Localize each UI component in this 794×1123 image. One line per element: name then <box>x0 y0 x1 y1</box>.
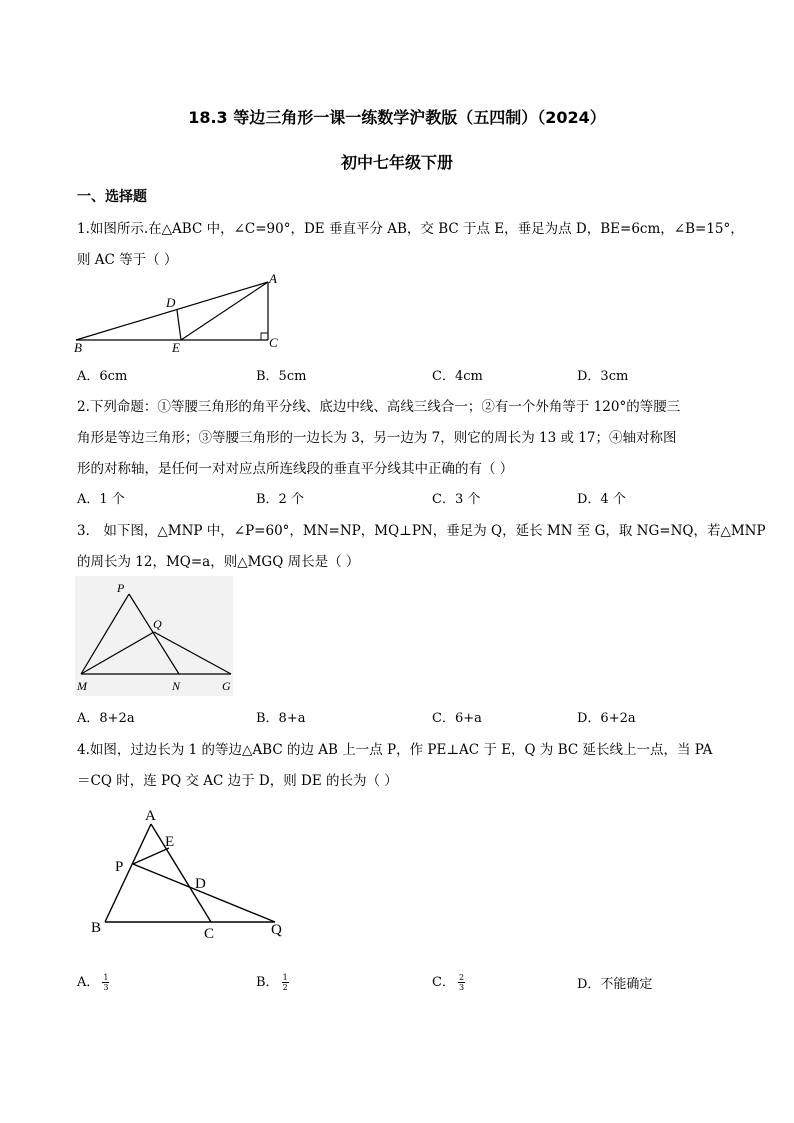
q4-option-a-denominator: 3 <box>103 983 109 992</box>
q3-text-line2: 的周长为 12，MQ=a，则△MGQ 周长是（ ） <box>77 554 360 570</box>
q3-label-n: N <box>172 679 181 693</box>
q4-option-a-numerator: 1 <box>103 973 109 982</box>
q2-option-a[interactable]: A．1 个 <box>77 492 125 507</box>
q4-option-b[interactable] <box>256 971 289 992</box>
q1-segment-ab <box>76 282 268 340</box>
q4-option-c-fraction <box>458 973 465 992</box>
section-heading-choice: 一、选择题 <box>77 189 147 205</box>
q4-option-c-numerator: 2 <box>458 973 465 982</box>
q4-figure <box>85 806 295 941</box>
q4-option-b-fraction <box>282 973 289 992</box>
q4-label-a: A <box>145 808 156 824</box>
q2-option-c[interactable]: C．3 个 <box>432 492 481 507</box>
q1-segment-ae <box>181 282 268 340</box>
q1-segment-de <box>177 310 181 340</box>
q4-option-a-prefix: A． <box>77 975 100 990</box>
q4-label-e: E <box>165 834 175 850</box>
q1-figure <box>70 270 290 355</box>
q1-text-line2: 则 AC 等于（ ） <box>77 252 178 268</box>
q4-segment-pq <box>133 864 275 922</box>
q1-option-d[interactable]: D．3cm <box>577 369 629 384</box>
q1-option-b[interactable]: B．5cm <box>256 369 307 384</box>
page-subtitle: 初中七年级下册 <box>340 153 453 172</box>
q3-option-d[interactable]: D．6+2a <box>577 711 636 726</box>
q4-label-q: Q <box>271 922 282 938</box>
q1-text-line1: 1.如图所示.在△ABC 中，∠C=90°，DE 垂直平分 AB，交 BC 于点 E，垂足为点 D，BE=6cm，∠B=15°， <box>77 221 744 237</box>
q4-option-b-denominator: 2 <box>282 983 288 992</box>
q4-option-d[interactable]: D．不能确定 <box>577 977 653 992</box>
q4-text-line2: ＝CQ 时，连 PQ 交 AC 边于 D，则 DE 的长为（ ） <box>77 773 398 789</box>
q4-label-b: B <box>91 920 102 936</box>
q2-option-d[interactable]: D．4 个 <box>577 492 626 507</box>
q3-label-q: Q <box>153 617 162 631</box>
q4-label-p: P <box>115 859 124 875</box>
q3-figure-background <box>75 576 233 696</box>
q3-text-line1: 3． 如下图，△MNP 中，∠P=60°，MN=NP，MQ⊥PN，垂足为 Q，延长 MN 至 G，取 NG=NQ，若△MNP <box>77 523 766 539</box>
q2-text-line3: 形的对称轴，是任何一对对应点所连线段的垂直平分线其中正确的有（ ） <box>77 461 514 477</box>
q1-label-b: B <box>74 340 82 355</box>
q3-label-g: G <box>222 679 231 693</box>
q2-text-line1: 2.下列命题：①等腰三角形的角平分线、底边中线、高线三线合一；②有一个外角等于 120°的等腰三 <box>77 399 681 415</box>
q4-option-c-denominator: 3 <box>458 983 465 992</box>
q4-text-line1: 4.如图，过边长为 1 的等边△ABC 的边 AB 上一点 P，作 PE⊥AC 于 E，Q 为 BC 延长线上一点，当 PA <box>77 742 713 758</box>
q4-segment-ac <box>151 824 211 922</box>
q4-option-c[interactable] <box>432 971 465 992</box>
q3-label-m: M <box>77 679 87 693</box>
q1-label-a: A <box>269 271 277 286</box>
q3-label-p: P <box>117 581 125 595</box>
page-title: 18.3 等边三角形一课一练数学沪教版（五四制）（2024） <box>188 108 606 127</box>
q4-label-d: D <box>195 876 206 892</box>
q4-label-c: C <box>204 926 215 941</box>
q1-label-d: D <box>166 295 176 310</box>
q4-option-b-prefix: B． <box>256 975 279 990</box>
q3-figure <box>75 576 233 696</box>
q1-label-c: C <box>269 335 278 350</box>
q1-option-c[interactable]: C．4cm <box>432 369 483 384</box>
q4-segment-ab <box>105 824 151 922</box>
q3-option-a[interactable]: A．8+2a <box>77 711 135 726</box>
q2-option-b[interactable]: B．2 个 <box>256 492 304 507</box>
q4-option-b-numerator: 1 <box>282 973 288 982</box>
q2-text-line2: 角形是等边三角形；③等腰三角形的一边长为 3，另一边为 7，则它的周长为 13 或 17；④轴对称图 <box>77 430 677 446</box>
q4-option-a-fraction <box>102 973 109 992</box>
q1-right-angle-mark <box>261 333 268 340</box>
q4-option-a[interactable] <box>77 971 109 992</box>
q1-option-a[interactable]: A．6cm <box>77 369 128 384</box>
q3-option-b[interactable]: B．8+a <box>256 711 306 726</box>
q1-label-e: E <box>172 340 180 355</box>
q4-option-c-prefix: C． <box>432 975 455 990</box>
q3-option-c[interactable]: C．6+a <box>432 711 482 726</box>
